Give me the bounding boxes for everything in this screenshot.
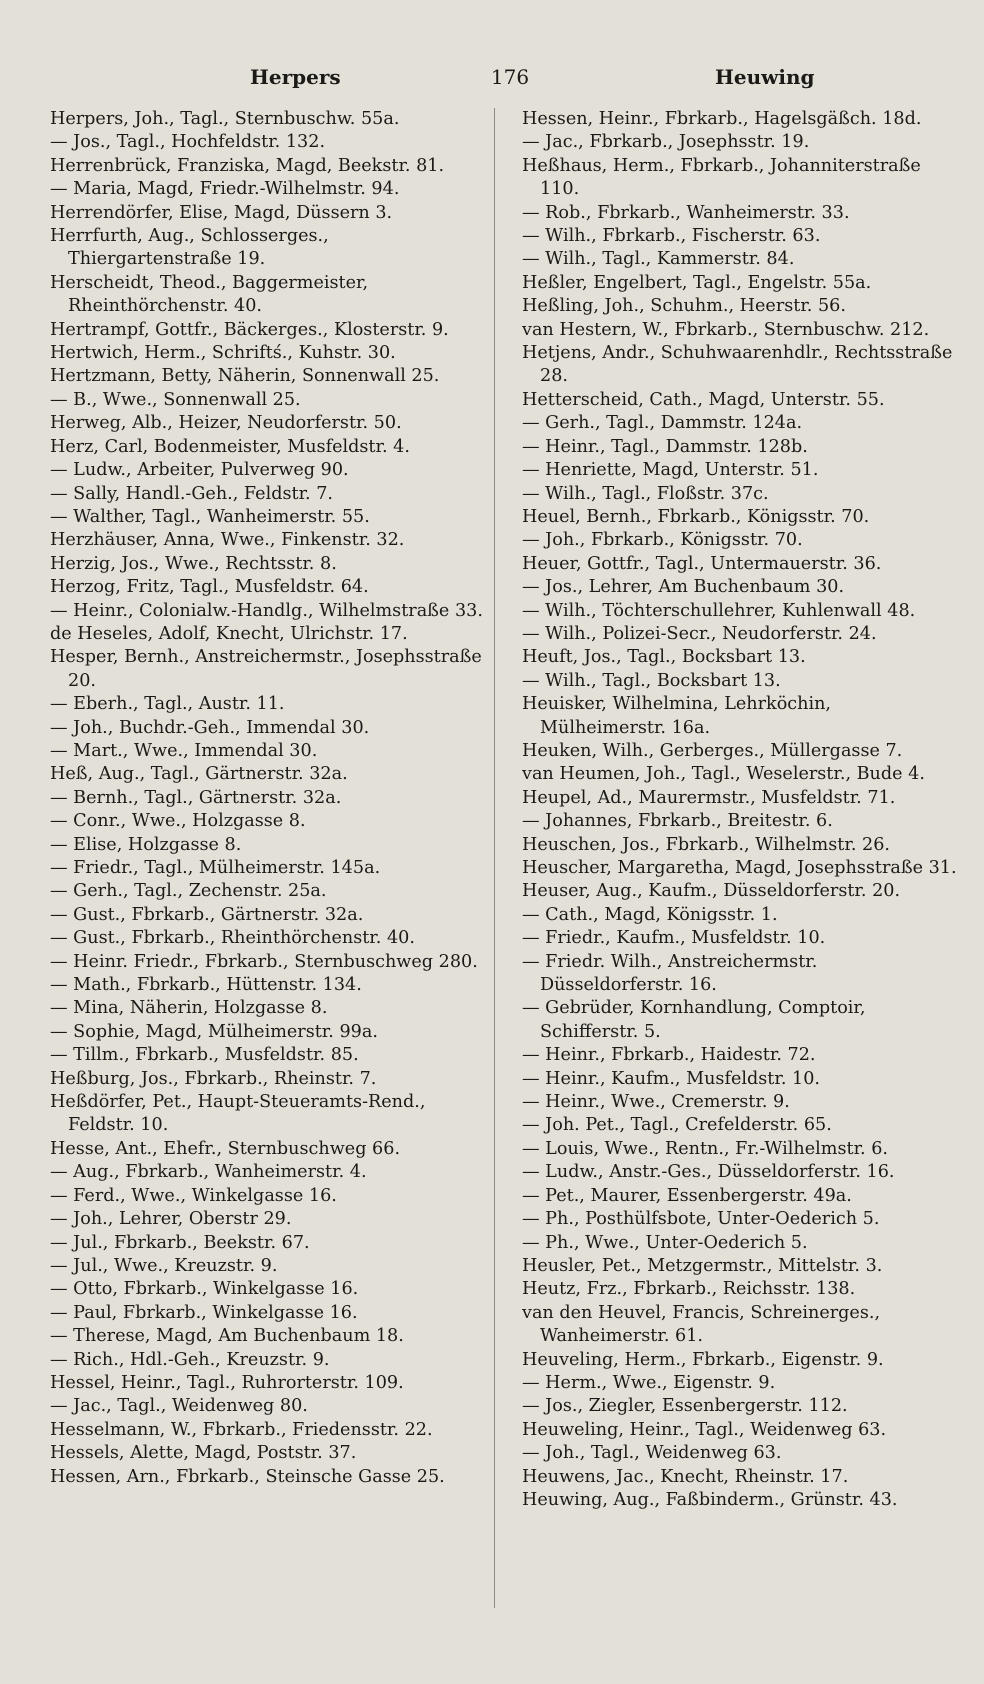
directory-entry: van Hestern, W., Fbrkarb., Sternbuschw. 212. [522,319,930,340]
directory-entry: Heutz, Frz., Fbrkarb., Reichsstr. 138. [522,1279,856,1300]
directory-entry: — Otto, Fbrkarb., Winkelgasse 16. [50,1279,359,1300]
directory-entry: Hessen, Heinr., Fbrkarb., Hagelsgäßch. 18d. [522,109,922,129]
directory-entry: — Gerh., Tagl., Dammstr. 124a. [522,413,803,434]
directory-entry: — Tillm., Fbrkarb., Musfeldstr. 85. [50,1045,359,1066]
directory-entry: — Mina, Näherin, Holzgasse 8. [50,998,328,1019]
directory-entry: Herzhäuser, Anna, Wwe., Finkenstr. 32. [50,530,405,551]
directory-entry: Heßburg, Jos., Fbrkarb., Rheinstr. 7. [50,1068,377,1089]
directory-entry: van den Heuvel, Francis, Schreinerges., Wanheimerstr. 61. [522,1302,881,1347]
directory-entry: — Elise, Holzgasse 8. [50,834,242,855]
directory-entry: Hesselmann, W., Fbrkarb., Friedensstr. 22. [50,1419,433,1440]
directory-entry: — Wilh., Tagl., Kammerstr. 84. [522,249,795,270]
directory-entry: — Louis, Wwe., Rentn., Fr.-Wilhelmstr. 6. [522,1138,889,1159]
directory-entry: Heuweling, Heinr., Tagl., Weidenweg 63. [522,1419,887,1440]
header-right-catchword: Heuwing [715,65,815,89]
directory-entry: Heßling, Joh., Schuhm., Heerstr. 56. [522,296,846,317]
directory-entry: Herzig, Jos., Wwe., Rechtsstr. 8. [50,553,337,574]
directory-entry: — Joh., Tagl., Weidenweg 63. [522,1443,782,1464]
directory-entry: Heßler, Engelbert, Tagl., Engelstr. 55a. [522,272,872,293]
directory-entry: — Sally, Handl.-Geh., Feldstr. 7. [50,483,334,504]
directory-entry: Herweg, Alb., Heizer, Neudorferstr. 50. [50,413,402,434]
directory-entry: — Pet., Maurer, Essenbergerstr. 49a. [522,1185,852,1206]
directory-entry: — Wilh., Tagl., Floßstr. 37c. [522,483,769,504]
directory-entry: — Herm., Wwe., Eigenstr. 9. [522,1372,776,1393]
directory-entry: Heuveling, Herm., Fbrkarb., Eigenstr. 9. [522,1349,884,1370]
directory-entry: Heuft, Jos., Tagl., Bocksbart 13. [522,647,806,668]
left-column [50,108,490,1489]
directory-entry: — Aug., Fbrkarb., Wanheimerstr. 4. [50,1162,367,1183]
directory-entry: — Ludw., Anstr.-Ges., Düsseldorferstr. 16. [522,1162,895,1183]
directory-entry: Heuschen, Jos., Fbrkarb., Wilhelmstr. 26. [522,834,890,855]
directory-entry: — Heinr., Kaufm., Musfeldstr. 10. [522,1068,821,1089]
directory-entry: — Jos., Lehrer, Am Buchenbaum 30. [522,577,845,598]
directory-entry: — Joh., Lehrer, Oberstr 29. [50,1209,292,1230]
directory-entry: — Jos., Ziegler, Essenbergerstr. 112. [522,1396,848,1417]
directory-entry: Heßdörfer, Pet., Haupt-Steueramts-Rend., Feldstr. 10. [50,1092,426,1136]
directory-entry: — Ph., Posthülfsbote, Unter-Oederich 5. [522,1209,880,1230]
directory-entry: — Heinr., Wwe., Cremerstr. 9. [522,1092,790,1113]
directory-entry: — Ph., Wwe., Unter-Oederich 5. [522,1232,808,1253]
directory-entry: — Jul., Fbrkarb., Beekstr. 67. [50,1232,310,1253]
directory-entry: — Ferd., Wwe., Winkelgasse 16. [50,1185,337,1206]
directory-entry: Heuken, Wilh., Gerberges., Müllergasse 7. [522,740,903,761]
directory-entry: — Eberh., Tagl., Austr. 11. [50,694,285,715]
directory-entry: — Walther, Tagl., Wanheimerstr. 55. [50,506,370,527]
directory-entry: — Bernh., Tagl., Gärtnerstr. 32a. [50,787,342,808]
directory-entry: — Gerh., Tagl., Zechenstr. 25a. [50,881,327,902]
directory-entry: Heßhaus, Herm., Fbrkarb., Johanniterstraße 110. [522,155,921,200]
directory-entry: — Wilh., Fbrkarb., Fischerstr. 63. [522,226,821,247]
directory-entry: — Friedr., Kaufm., Musfeldstr. 10. [522,928,826,949]
directory-entry: — Johannes, Fbrkarb., Breitestr. 6. [522,811,833,832]
directory-entry: — Joh., Buchdr.-Geh., Immendal 30. [50,717,370,738]
directory-entry: Hessen, Arn., Fbrkarb., Steinsche Gasse 25. [50,1466,445,1487]
running-head [50,62,960,92]
directory-entry: Heuisker, Wilhelmina, Lehrköchin, Mülheimerstr. 16a. [522,694,832,738]
directory-entry: Herzog, Fritz, Tagl., Musfeldstr. 64. [50,577,369,598]
directory-entry: Herrenbrück, Franziska, Magd, Beekstr. 81. [50,155,445,176]
page-number: 176 [490,65,530,89]
directory-entry: — Heinr., Colonialw.-Handlg., Wilhelmstraße 33. [50,600,483,621]
directory-entry: Herscheidt, Theod., Baggermeister, Rheinthörchenstr. 40. [50,272,369,317]
directory-entry: — Jos., Tagl., Hochfeldstr. 132. [50,132,326,153]
directory-entry: Hesper, Bernh., Anstreichermstr., Josephsstraße 20. [50,647,482,691]
directory-entry: — Wilh., Tagl., Bocksbart 13. [522,670,781,691]
directory-entry: — Gust., Fbrkarb., Rheinthörchenstr. 40. [50,928,415,949]
column-divider [494,108,495,1608]
directory-entry: Heß, Aug., Tagl., Gärtnerstr. 32a. [50,764,348,785]
directory-entry: — Wilh., Polizei-Secr., Neudorferstr. 24. [522,623,877,644]
directory-entry: Heuser, Aug., Kaufm., Düsseldorferstr. 20. [522,881,901,902]
directory-entry: — Conr., Wwe., Holzgasse 8. [50,811,306,832]
directory-entry: Heuel, Bernh., Fbrkarb., Königsstr. 70. [522,506,870,527]
directory-entry: — Sophie, Magd, Mülheimerstr. 99a. [50,1021,378,1042]
directory-entry: — Joh. Pet., Tagl., Crefelderstr. 65. [522,1115,832,1136]
directory-entry: de Heseles, Adolf, Knecht, Ulrichstr. 17. [50,623,408,644]
directory-entry: — Gust., Fbrkarb., Gärtnerstr. 32a. [50,904,364,925]
directory-entry: — Mart., Wwe., Immendal 30. [50,740,318,761]
directory-entry: Heuwing, Aug., Faßbinderm., Grünstr. 43. [522,1489,898,1510]
directory-entry: Hessels, Alette, Magd, Poststr. 37. [50,1443,357,1464]
directory-entry: — Henriette, Magd, Unterstr. 51. [522,460,819,481]
directory-entry: Heusler, Pet., Metzgermstr., Mittelstr. 3. [522,1255,883,1276]
directory-entry: Herrfurth, Aug., Schlosserges., Thiergartenstraße 19. [50,226,329,270]
directory-entry: — Math., Fbrkarb., Hüttenstr. 134. [50,975,362,996]
directory-entry: — Heinr. Friedr., Fbrkarb., Sternbuschweg 280. [50,951,478,972]
directory-entry: Hesse, Ant., Ehefr., Sternbuschweg 66. [50,1138,401,1159]
directory-entry: — Ludw., Arbeiter, Pulverweg 90. [50,460,349,481]
directory-entry: — Gebrüder, Kornhandlung, Comptoir, Schifferstr. 5. [522,998,866,1042]
directory-entry: — Friedr., Tagl., Mülheimerstr. 145a. [50,858,381,878]
directory-entry: Heupel, Ad., Maurermstr., Musfeldstr. 71. [522,787,896,808]
directory-entry: — Rich., Hdl.-Geh., Kreuzstr. 9. [50,1349,330,1370]
directory-entry: — Heinr., Fbrkarb., Haidestr. 72. [522,1045,816,1066]
directory-entry: Herpers, Joh., Tagl., Sternbuschw. 55a. [50,109,400,129]
directory-entry: Hertzmann, Betty, Näherin, Sonnenwall 25. [50,366,440,387]
directory-entry: — Cath., Magd, Königsstr. 1. [522,904,778,925]
directory-entry: Heuwens, Jac., Knecht, Rheinstr. 17. [522,1466,849,1487]
directory-entry: Hertwich, Herm., Schriftś., Kuhstr. 30. [50,343,396,364]
directory-entry: Hessel, Heinr., Tagl., Ruhrorterstr. 109. [50,1372,404,1393]
header-left-catchword: Herpers [250,65,341,89]
directory-entry: — Jac., Tagl., Weidenweg 80. [50,1396,308,1417]
directory-entry: — Rob., Fbrkarb., Wanheimerstr. 33. [522,202,850,223]
directory-entry: — Maria, Magd, Friedr.-Wilhelmstr. 94. [50,179,400,200]
directory-entry: — Therese, Magd, Am Buchenbaum 18. [50,1326,404,1347]
directory-entry: van Heumen, Joh., Tagl., Weselerstr., Bude 4. [522,764,925,785]
right-column [522,108,962,1512]
directory-entry: Heuscher, Margaretha, Magd, Josephsstraße 31. [522,858,957,878]
directory-entry: Hetterscheid, Cath., Magd, Unterstr. 55. [522,389,885,410]
directory-entry: Herz, Carl, Bodenmeister, Musfeldstr. 4. [50,436,410,457]
directory-entry: — Jac., Fbrkarb., Josephsstr. 19. [522,132,810,153]
directory-entry: — B., Wwe., Sonnenwall 25. [50,389,301,410]
directory-entry: Herrendörfer, Elise, Magd, Düssern 3. [50,202,393,223]
directory-entry: Heuer, Gottfr., Tagl., Untermauerstr. 36. [522,553,882,574]
directory-entry: Hetjens, Andr., Schuhwaarenhdlr., Rechtsstraße 28. [522,343,953,387]
directory-entry: — Joh., Fbrkarb., Königsstr. 70. [522,530,803,551]
directory-entry: — Heinr., Tagl., Dammstr. 128b. [522,436,808,457]
directory-entry: Hertrampf, Gottfr., Bäckerges., Klosterstr. 9. [50,319,449,340]
directory-entry: — Paul, Fbrkarb., Winkelgasse 16. [50,1302,358,1323]
directory-entry: — Jul., Wwe., Kreuzstr. 9. [50,1255,278,1276]
directory-entry: — Friedr. Wilh., Anstreichermstr. Düsseldorferstr. 16. [522,951,818,996]
directory-entry: — Wilh., Töchterschullehrer, Kuhlenwall 48. [522,600,916,621]
